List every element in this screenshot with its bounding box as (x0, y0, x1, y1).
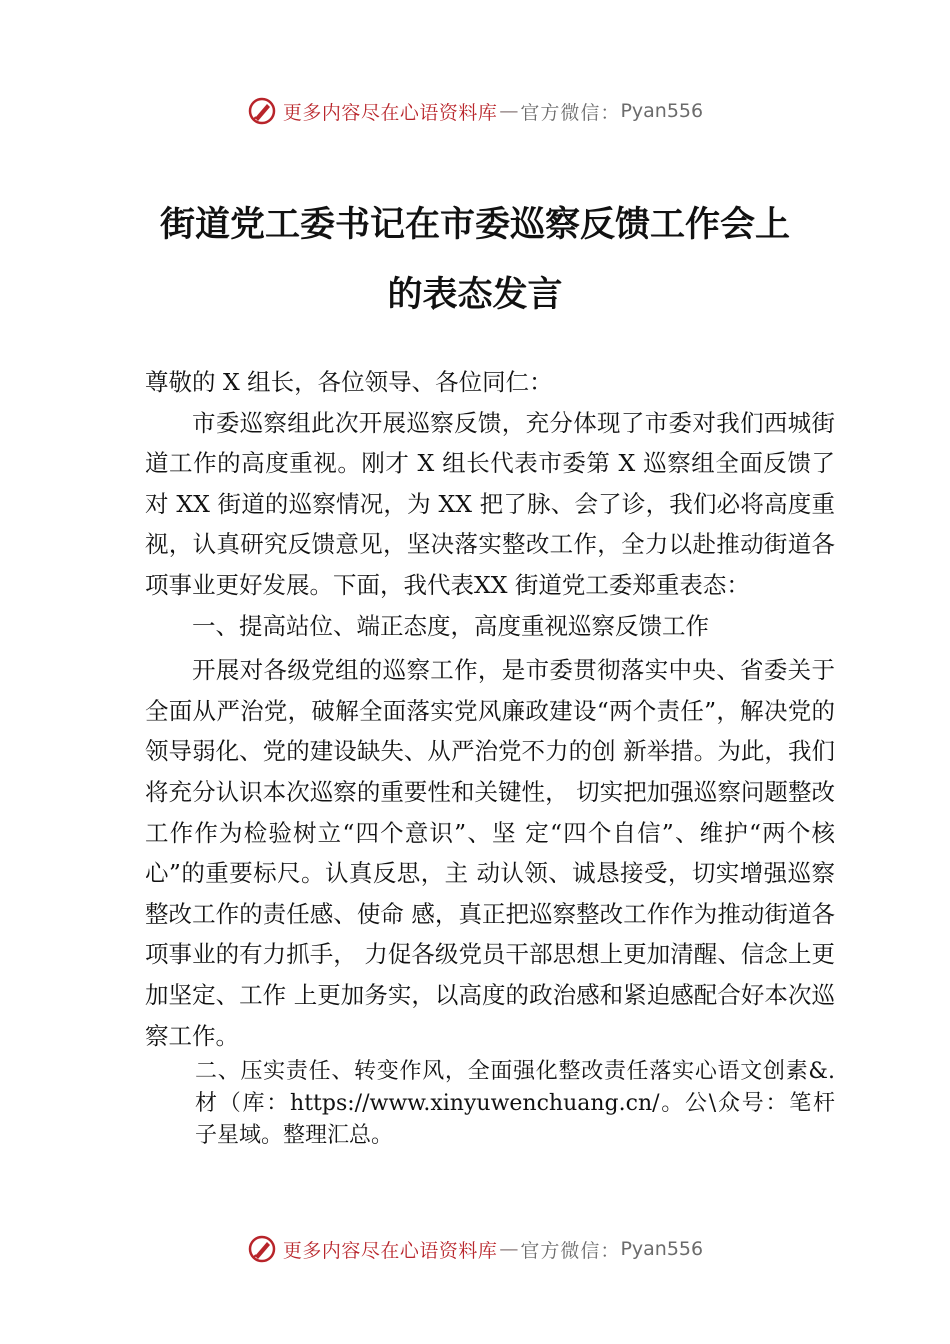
pen-seal-icon (247, 96, 277, 126)
banner-separator: — (499, 1238, 519, 1260)
pen-seal-icon (247, 1234, 277, 1264)
banner-wechat-label: 官方微信： (520, 101, 621, 124)
banner-separator: — (499, 100, 519, 122)
footer-banner (0, 1234, 950, 1264)
salutation: 尊敬的 X 组长，各位领导、各位同仁： (145, 368, 553, 396)
banner-main-text: 更多内容尽在心语资料库 (282, 1239, 498, 1262)
paragraph-1: 市委巡察组此次开展巡察反馈，充分体现了市委对我们西城街道工作的高度重视。刚才 X 组长代表市委第 X 巡察组全面反馈了对 XX 街道的巡察情况，为 XX 把了脉、会了诊，我们必将高度重视，认真研究反馈意见，坚决落实整改工作，全力以赴推动街道各项事业更好发展。下面，我代表XX 街道党工委郑重表态： (145, 408, 835, 599)
header-banner (0, 96, 950, 126)
banner-wechat-id: Pyan556 (620, 100, 704, 122)
banner-wechat-id: Pyan556 (620, 1238, 704, 1260)
paragraph-2: 开展对各级党组的巡察工作，是市委贯彻落实中央、省委关于全面从严治党，破解全面落实党风廉政建设“两个责任”，解决党的领导弱化、党的建设缺失、从严治党不力的创 新举措。为此，我们将充分认识本次巡察的重要性和关键性， 切实把加强巡察问题整改工作作为检验树立“四个意识”、坚 定“四个自信”、维护“两个核心”的重要标尺。认真反思，主 动认领、诚恳接受，切实增强巡察整改工作的责任感、使命 感，真正把巡察整改工作作为推动街道各项事业的有力抓手， 力促各级党员干部思想上更加清醒、信念上更加坚定、工作 上更加务实，以高度的政治感和紧迫感配合好本次巡察工作。 (145, 656, 835, 1050)
banner-main-text: 更多内容尽在心语资料库 (282, 101, 498, 124)
document-body (145, 362, 835, 1152)
document-title (100, 190, 850, 330)
banner-wechat-label: 官方微信： (520, 1239, 621, 1262)
title-line-2: 的表态发言 (387, 274, 563, 315)
section-heading-2-with-source-note: 二、压实责任、转变作风，全面强化整改责任落实心语文创素&.材（库：https://www.xinyuwenchuang.cn/。公\众号：笔杆子星域。整理汇总。 (195, 1059, 835, 1149)
section-heading-1: 一、提高站位、端正态度，高度重视巡察反馈工作 (192, 611, 709, 640)
title-line-1: 街道党工委书记在市委巡察反馈工作会上 (159, 204, 790, 245)
